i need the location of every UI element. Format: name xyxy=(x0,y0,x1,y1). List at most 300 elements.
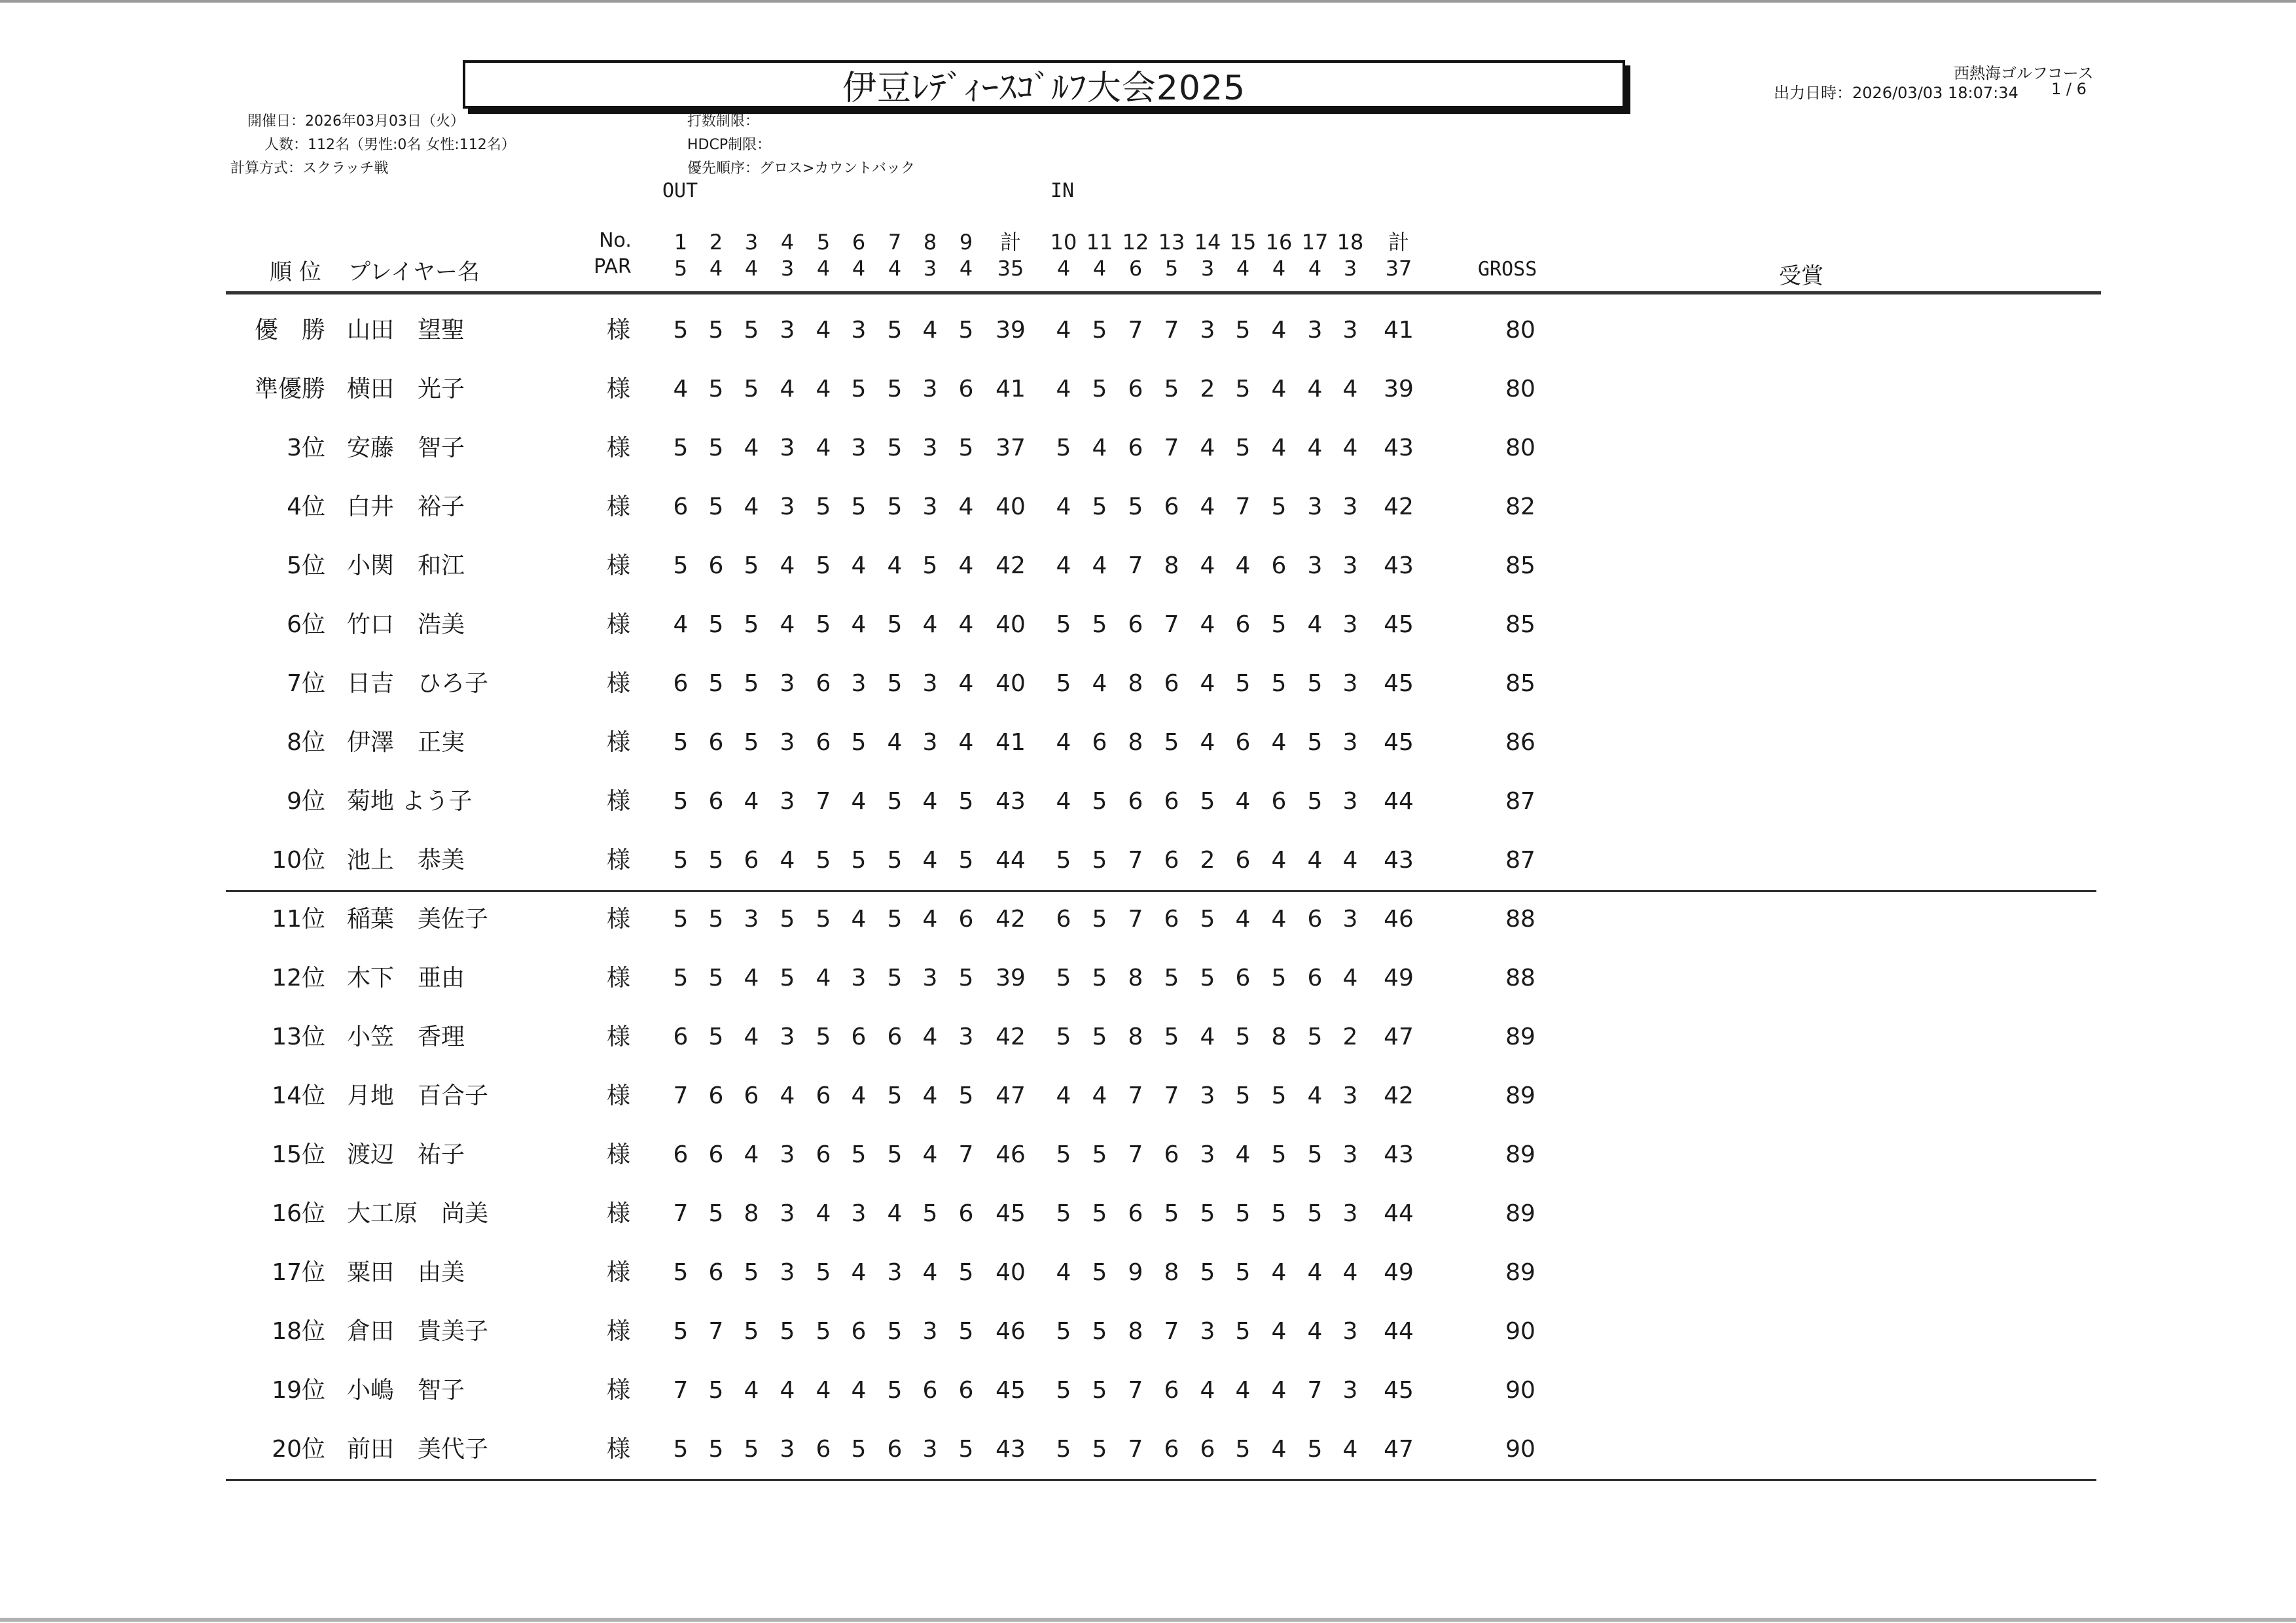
score-cell: 5 xyxy=(744,552,759,579)
score-cell: 5 xyxy=(673,552,689,579)
honorific-cell: 様 xyxy=(606,906,631,933)
subtotal-cell: 40 xyxy=(996,493,1026,520)
score-cell: 5 xyxy=(887,788,903,815)
rank-cell: 10位 xyxy=(272,847,325,874)
score-cell: 7 xyxy=(816,788,831,815)
score-cell: 7 xyxy=(1128,1436,1143,1463)
gross-cell: 90 xyxy=(1505,1436,1535,1463)
score-cell: 3 xyxy=(887,1259,903,1286)
score-cell: 5 xyxy=(1271,611,1287,638)
score-cell: 5 xyxy=(1164,1200,1179,1227)
gross-cell: 85 xyxy=(1505,552,1535,579)
honorific-cell: 様 xyxy=(606,788,631,815)
par-header: 4 xyxy=(816,256,831,281)
score-cell: 8 xyxy=(1128,670,1143,697)
score-cell: 5 xyxy=(673,1259,689,1286)
score-cell: 3 xyxy=(851,1200,867,1227)
score-cell: 4 xyxy=(922,1024,938,1050)
score-cell: 7 xyxy=(1164,435,1179,461)
score-cell: 4 xyxy=(1200,1024,1215,1050)
score-cell: 6 xyxy=(1164,847,1179,874)
score-cell: 4 xyxy=(816,317,831,344)
score-cell: 4 xyxy=(1200,1377,1215,1404)
hole-header: 4 xyxy=(780,230,795,255)
par-header: 6 xyxy=(1128,256,1143,281)
score-cell: 3 xyxy=(922,376,938,402)
subtotal-cell: 46 xyxy=(996,1318,1026,1345)
score-cell: 7 xyxy=(1164,611,1179,638)
par-header: 4 xyxy=(1056,256,1071,281)
score-cell: 4 xyxy=(851,1259,867,1286)
score-cell: 5 xyxy=(1271,493,1287,520)
hole-header: 6 xyxy=(852,230,866,255)
subtotal-cell: 41 xyxy=(996,376,1026,402)
score-cell: 4 xyxy=(1092,670,1107,697)
score-cell: 5 xyxy=(1092,493,1107,520)
gross-cell: 82 xyxy=(1505,493,1535,520)
output-datetime: 出力日時：2026/03/03 18:07:34 xyxy=(1774,84,2018,102)
subtotal-cell: 44 xyxy=(1384,788,1414,815)
score-cell: 5 xyxy=(673,1436,689,1463)
table-row xyxy=(0,1420,2296,1479)
gross-cell: 80 xyxy=(1505,376,1535,402)
score-cell: 5 xyxy=(887,1082,903,1109)
out-label: OUT xyxy=(662,179,698,202)
score-cell: 6 xyxy=(744,847,759,874)
score-cell: 5 xyxy=(887,1141,903,1168)
score-cell: 7 xyxy=(708,1318,724,1345)
score-cell: 4 xyxy=(1271,1318,1287,1345)
gross-cell: 89 xyxy=(1505,1259,1535,1286)
score-cell: 6 xyxy=(1128,435,1143,461)
score-cell: 5 xyxy=(744,376,759,402)
rank-cell: 8位 xyxy=(287,729,325,756)
top10-divider xyxy=(226,890,2096,892)
hole-header: 7 xyxy=(888,230,902,255)
score-cell: 3 xyxy=(1342,788,1358,815)
score-cell: 3 xyxy=(1342,1082,1358,1109)
score-cell: 7 xyxy=(958,1141,974,1168)
par-header: 4 xyxy=(1092,256,1107,281)
score-cell: 4 xyxy=(887,729,903,756)
score-cell: 4 xyxy=(1307,435,1323,461)
subtotal-cell: 49 xyxy=(1384,1259,1414,1286)
score-cell: 5 xyxy=(816,847,831,874)
score-cell: 6 xyxy=(1128,788,1143,815)
score-cell: 4 xyxy=(1342,435,1358,461)
score-cell: 6 xyxy=(958,376,974,402)
calculation-method: 計算方式：スクラッチ戦 xyxy=(230,160,389,177)
in-label: IN xyxy=(1050,179,1075,202)
page-number: 1 / 6 xyxy=(2051,80,2087,98)
par-header: 4 xyxy=(1308,256,1322,281)
subtotal-cell: 40 xyxy=(996,670,1026,697)
score-cell: 6 xyxy=(887,1024,903,1050)
score-cell: 3 xyxy=(744,906,759,933)
score-cell: 4 xyxy=(1200,729,1215,756)
score-cell: 4 xyxy=(922,906,938,933)
score-cell: 5 xyxy=(1092,1141,1107,1168)
score-cell: 5 xyxy=(1200,965,1215,991)
score-cell: 5 xyxy=(1271,965,1287,991)
player-name-cell: 菊地 よう子 xyxy=(347,788,473,815)
score-cell: 4 xyxy=(1235,1141,1251,1168)
score-cell: 6 xyxy=(708,729,724,756)
subtotal-cell: 42 xyxy=(1384,493,1414,520)
score-cell: 6 xyxy=(673,493,689,520)
score-cell: 4 xyxy=(1271,1259,1287,1286)
subtotal-cell: 39 xyxy=(996,317,1026,344)
score-cell: 6 xyxy=(708,788,724,815)
score-cell: 4 xyxy=(1056,552,1071,579)
rank-cell: 17位 xyxy=(272,1259,325,1286)
score-cell: 5 xyxy=(958,1082,974,1109)
score-cell: 3 xyxy=(1342,1141,1358,1168)
subtotal-cell: 43 xyxy=(1384,552,1414,579)
honorific-cell: 様 xyxy=(606,317,631,344)
score-cell: 5 xyxy=(1056,611,1071,638)
priority-order: 優先順序：グロス>カウントバック xyxy=(687,160,915,177)
rank-cell: 6位 xyxy=(287,611,325,638)
score-cell: 3 xyxy=(1307,552,1323,579)
score-cell: 7 xyxy=(1235,493,1251,520)
score-cell: 5 xyxy=(1235,1024,1251,1050)
score-cell: 4 xyxy=(1307,1318,1323,1345)
table-row xyxy=(0,772,2296,831)
score-cell: 4 xyxy=(1200,493,1215,520)
subtotal-cell: 44 xyxy=(1384,1318,1414,1345)
honorific-cell: 様 xyxy=(606,493,631,520)
score-cell: 4 xyxy=(1056,729,1071,756)
score-cell: 5 xyxy=(708,493,724,520)
par-header: 3 xyxy=(923,256,937,281)
score-cell: 6 xyxy=(708,1259,724,1286)
score-cell: 4 xyxy=(851,611,867,638)
score-cell: 4 xyxy=(851,552,867,579)
hole-header: 計 xyxy=(999,230,1022,255)
hole-header: 12 xyxy=(1122,230,1149,255)
score-cell: 6 xyxy=(673,1141,689,1168)
score-cell: 4 xyxy=(887,1200,903,1227)
score-cell: 6 xyxy=(816,1436,831,1463)
player-name-cell: 横田 光子 xyxy=(347,376,465,402)
score-cell: 4 xyxy=(922,317,938,344)
par-header: 4 xyxy=(1272,256,1286,281)
score-cell: 5 xyxy=(1271,1200,1287,1227)
subtotal-cell: 44 xyxy=(996,847,1026,874)
score-cell: 4 xyxy=(1271,1436,1287,1463)
score-cell: 5 xyxy=(887,906,903,933)
subtotal-cell: 41 xyxy=(1384,317,1414,344)
score-cell: 5 xyxy=(1092,317,1107,344)
gross-cell: 80 xyxy=(1505,317,1535,344)
par-header: 4 xyxy=(959,256,973,281)
score-cell: 5 xyxy=(708,847,724,874)
rank-cell: 11位 xyxy=(272,906,325,933)
score-cell: 4 xyxy=(1056,1259,1071,1286)
score-cell: 4 xyxy=(922,1082,938,1109)
score-cell: 6 xyxy=(1235,847,1251,874)
honorific-cell: 様 xyxy=(606,1141,631,1168)
subtotal-cell: 46 xyxy=(1384,906,1414,933)
rank-cell: 3位 xyxy=(287,435,325,461)
hole-header: 13 xyxy=(1158,230,1185,255)
score-cell: 5 xyxy=(816,1318,831,1345)
score-cell: 5 xyxy=(1307,1200,1323,1227)
score-cell: 3 xyxy=(922,1436,938,1463)
score-cell: 5 xyxy=(1056,435,1071,461)
score-cell: 6 xyxy=(1128,1200,1143,1227)
rank-cell: 4位 xyxy=(287,493,325,520)
score-cell: 3 xyxy=(780,435,795,461)
score-cell: 4 xyxy=(1307,611,1323,638)
hole-header: 17 xyxy=(1301,230,1329,255)
score-cell: 6 xyxy=(887,1436,903,1463)
gross-cell: 85 xyxy=(1505,611,1535,638)
score-cell: 4 xyxy=(1056,1082,1071,1109)
score-cell: 3 xyxy=(1342,906,1358,933)
table-row xyxy=(0,949,2296,1008)
subtotal-cell: 41 xyxy=(996,729,1026,756)
subtotal-cell: 45 xyxy=(1384,670,1414,697)
score-cell: 5 xyxy=(1056,965,1071,991)
player-name-cell: 倉田 貴美子 xyxy=(347,1318,489,1345)
score-cell: 5 xyxy=(708,1200,724,1227)
score-cell: 6 xyxy=(1307,965,1323,991)
hole-header: 1 xyxy=(673,230,688,255)
score-cell: 4 xyxy=(1307,847,1323,874)
score-cell: 7 xyxy=(1128,906,1143,933)
score-cell: 8 xyxy=(1128,1024,1143,1050)
score-cell: 6 xyxy=(708,1082,724,1109)
score-cell: 5 xyxy=(1307,670,1323,697)
score-cell: 5 xyxy=(851,847,867,874)
score-cell: 4 xyxy=(1235,906,1251,933)
table-bottom-line xyxy=(226,1479,2096,1481)
score-cell: 7 xyxy=(673,1082,689,1109)
top-edge-line xyxy=(0,0,2296,3)
subtotal-cell: 43 xyxy=(996,788,1026,815)
player-name-cell: 粟田 由美 xyxy=(347,1259,465,1286)
score-cell: 4 xyxy=(744,1024,759,1050)
score-cell: 4 xyxy=(1056,493,1071,520)
gross-cell: 88 xyxy=(1505,965,1535,991)
score-cell: 5 xyxy=(1164,729,1179,756)
score-cell: 8 xyxy=(1164,552,1179,579)
score-cell: 8 xyxy=(1128,965,1143,991)
player-name-cell: 渡辺 祐子 xyxy=(347,1141,465,1168)
table-row xyxy=(0,1243,2296,1302)
score-cell: 7 xyxy=(673,1200,689,1227)
rank-cell: 9位 xyxy=(287,788,325,815)
score-cell: 5 xyxy=(673,729,689,756)
score-cell: 5 xyxy=(1056,1024,1071,1050)
score-cell: 5 xyxy=(1092,788,1107,815)
score-cell: 4 xyxy=(922,611,938,638)
score-cell: 5 xyxy=(816,493,831,520)
score-cell: 4 xyxy=(1271,729,1287,756)
par-header: 37 xyxy=(1385,256,1412,281)
score-cell: 3 xyxy=(1342,493,1358,520)
score-cell: 5 xyxy=(1235,670,1251,697)
score-cell: 5 xyxy=(1056,1318,1071,1345)
table-row xyxy=(0,1067,2296,1126)
score-cell: 3 xyxy=(1307,317,1323,344)
score-cell: 8 xyxy=(1128,729,1143,756)
gross-cell: 90 xyxy=(1505,1318,1535,1345)
score-cell: 5 xyxy=(816,1259,831,1286)
score-cell: 6 xyxy=(708,1141,724,1168)
gross-cell: 89 xyxy=(1505,1082,1535,1109)
score-cell: 6 xyxy=(851,1318,867,1345)
score-cell: 5 xyxy=(851,376,867,402)
score-cell: 4 xyxy=(1342,1259,1358,1286)
score-cell: 4 xyxy=(780,1082,795,1109)
subtotal-cell: 39 xyxy=(996,965,1026,991)
score-cell: 4 xyxy=(1342,376,1358,402)
score-cell: 4 xyxy=(851,788,867,815)
score-cell: 4 xyxy=(958,552,974,579)
score-cell: 4 xyxy=(673,376,689,402)
rank-cell: 7位 xyxy=(287,670,325,697)
score-cell: 5 xyxy=(1164,1024,1179,1050)
hole-header: 18 xyxy=(1336,230,1364,255)
score-cell: 5 xyxy=(744,729,759,756)
hole-header: 3 xyxy=(744,230,759,255)
score-cell: 3 xyxy=(1342,317,1358,344)
score-cell: 6 xyxy=(958,906,974,933)
score-cell: 4 xyxy=(1056,376,1071,402)
stroke-limit: 打数制限： xyxy=(687,113,760,130)
score-cell: 5 xyxy=(673,788,689,815)
rank-cell: 16位 xyxy=(272,1200,325,1227)
gross-cell: 85 xyxy=(1505,670,1535,697)
score-cell: 6 xyxy=(1056,906,1071,933)
hole-header: 11 xyxy=(1086,230,1113,255)
honorific-cell: 様 xyxy=(606,611,631,638)
score-cell: 3 xyxy=(780,1024,795,1050)
score-cell: 4 xyxy=(1235,788,1251,815)
score-cell: 5 xyxy=(1307,1141,1323,1168)
score-cell: 4 xyxy=(958,729,974,756)
rank-cell: 5位 xyxy=(287,552,325,579)
score-cell: 5 xyxy=(744,1436,759,1463)
score-cell: 3 xyxy=(1342,1377,1358,1404)
score-cell: 4 xyxy=(1307,1259,1323,1286)
score-cell: 5 xyxy=(1235,1082,1251,1109)
hole-header: 2 xyxy=(709,230,723,255)
score-cell: 5 xyxy=(887,1377,903,1404)
score-cell: 5 xyxy=(1092,906,1107,933)
score-cell: 5 xyxy=(1307,1024,1323,1050)
hdcp-limit: HDCP制限： xyxy=(687,137,772,153)
hole-header: 15 xyxy=(1229,230,1257,255)
table-row xyxy=(0,890,2296,949)
hole-header: 9 xyxy=(959,230,973,255)
score-cell: 6 xyxy=(1307,906,1323,933)
score-cell: 5 xyxy=(851,493,867,520)
score-cell: 6 xyxy=(1164,670,1179,697)
rank-cell: 14位 xyxy=(272,1082,325,1109)
score-cell: 4 xyxy=(851,1082,867,1109)
subtotal-cell: 46 xyxy=(996,1141,1026,1168)
honorific-cell: 様 xyxy=(606,1318,631,1345)
score-cell: 2 xyxy=(1200,847,1215,874)
score-cell: 6 xyxy=(1200,1436,1215,1463)
score-cell: 5 xyxy=(887,317,903,344)
score-cell: 5 xyxy=(958,317,974,344)
score-cell: 3 xyxy=(922,1318,938,1345)
subtotal-cell: 45 xyxy=(996,1200,1026,1227)
score-cell: 5 xyxy=(887,611,903,638)
score-cell: 3 xyxy=(922,670,938,697)
player-name-cell: 大工原 尚美 xyxy=(347,1200,489,1227)
score-cell: 4 xyxy=(1056,788,1071,815)
gross-cell: 87 xyxy=(1505,788,1535,815)
document-title: 伊豆ﾚﾃﾞｨｰｽｺﾞﾙﾌ大会2025 xyxy=(463,60,1625,109)
score-cell: 5 xyxy=(851,1436,867,1463)
score-cell: 3 xyxy=(780,670,795,697)
score-cell: 5 xyxy=(744,317,759,344)
score-cell: 4 xyxy=(922,788,938,815)
score-cell: 5 xyxy=(1271,1082,1287,1109)
score-cell: 4 xyxy=(744,493,759,520)
bottom-edge-line xyxy=(0,1618,2296,1622)
score-cell: 6 xyxy=(1128,611,1143,638)
score-cell: 3 xyxy=(780,1141,795,1168)
score-cell: 3 xyxy=(1200,317,1215,344)
score-cell: 4 xyxy=(673,611,689,638)
score-cell: 5 xyxy=(816,552,831,579)
score-cell: 4 xyxy=(1200,435,1215,461)
table-row xyxy=(0,419,2296,478)
score-cell: 7 xyxy=(1307,1377,1323,1404)
par-header: 4 xyxy=(1236,256,1250,281)
score-cell: 5 xyxy=(922,1200,938,1227)
score-cell: 7 xyxy=(1128,1141,1143,1168)
score-cell: 4 xyxy=(1271,435,1287,461)
score-cell: 3 xyxy=(922,435,938,461)
score-cell: 4 xyxy=(922,1259,938,1286)
score-cell: 5 xyxy=(673,965,689,991)
score-cell: 5 xyxy=(744,611,759,638)
score-cell: 8 xyxy=(744,1200,759,1227)
score-cell: 3 xyxy=(1342,729,1358,756)
score-cell: 4 xyxy=(744,435,759,461)
score-cell: 5 xyxy=(958,435,974,461)
player-name-cell: 月地 百合子 xyxy=(347,1082,489,1109)
score-cell: 4 xyxy=(816,1200,831,1227)
score-cell: 5 xyxy=(887,435,903,461)
honorific-cell: 様 xyxy=(606,1082,631,1109)
subtotal-cell: 49 xyxy=(1384,965,1414,991)
score-cell: 5 xyxy=(1235,1200,1251,1227)
course-name: 西熱海ゴルフコース xyxy=(1954,64,2094,82)
score-cell: 5 xyxy=(1307,788,1323,815)
score-cell: 5 xyxy=(1200,1259,1215,1286)
hole-header: 8 xyxy=(923,230,937,255)
score-cell: 3 xyxy=(1200,1141,1215,1168)
score-cell: 5 xyxy=(1128,493,1143,520)
score-cell: 6 xyxy=(708,552,724,579)
subtotal-cell: 43 xyxy=(1384,847,1414,874)
score-cell: 3 xyxy=(780,317,795,344)
player-name-cell: 木下 亜由 xyxy=(347,965,465,991)
score-cell: 3 xyxy=(851,317,867,344)
score-cell: 4 xyxy=(816,965,831,991)
score-cell: 6 xyxy=(1128,376,1143,402)
player-name-cell: 伊澤 正実 xyxy=(347,729,465,756)
